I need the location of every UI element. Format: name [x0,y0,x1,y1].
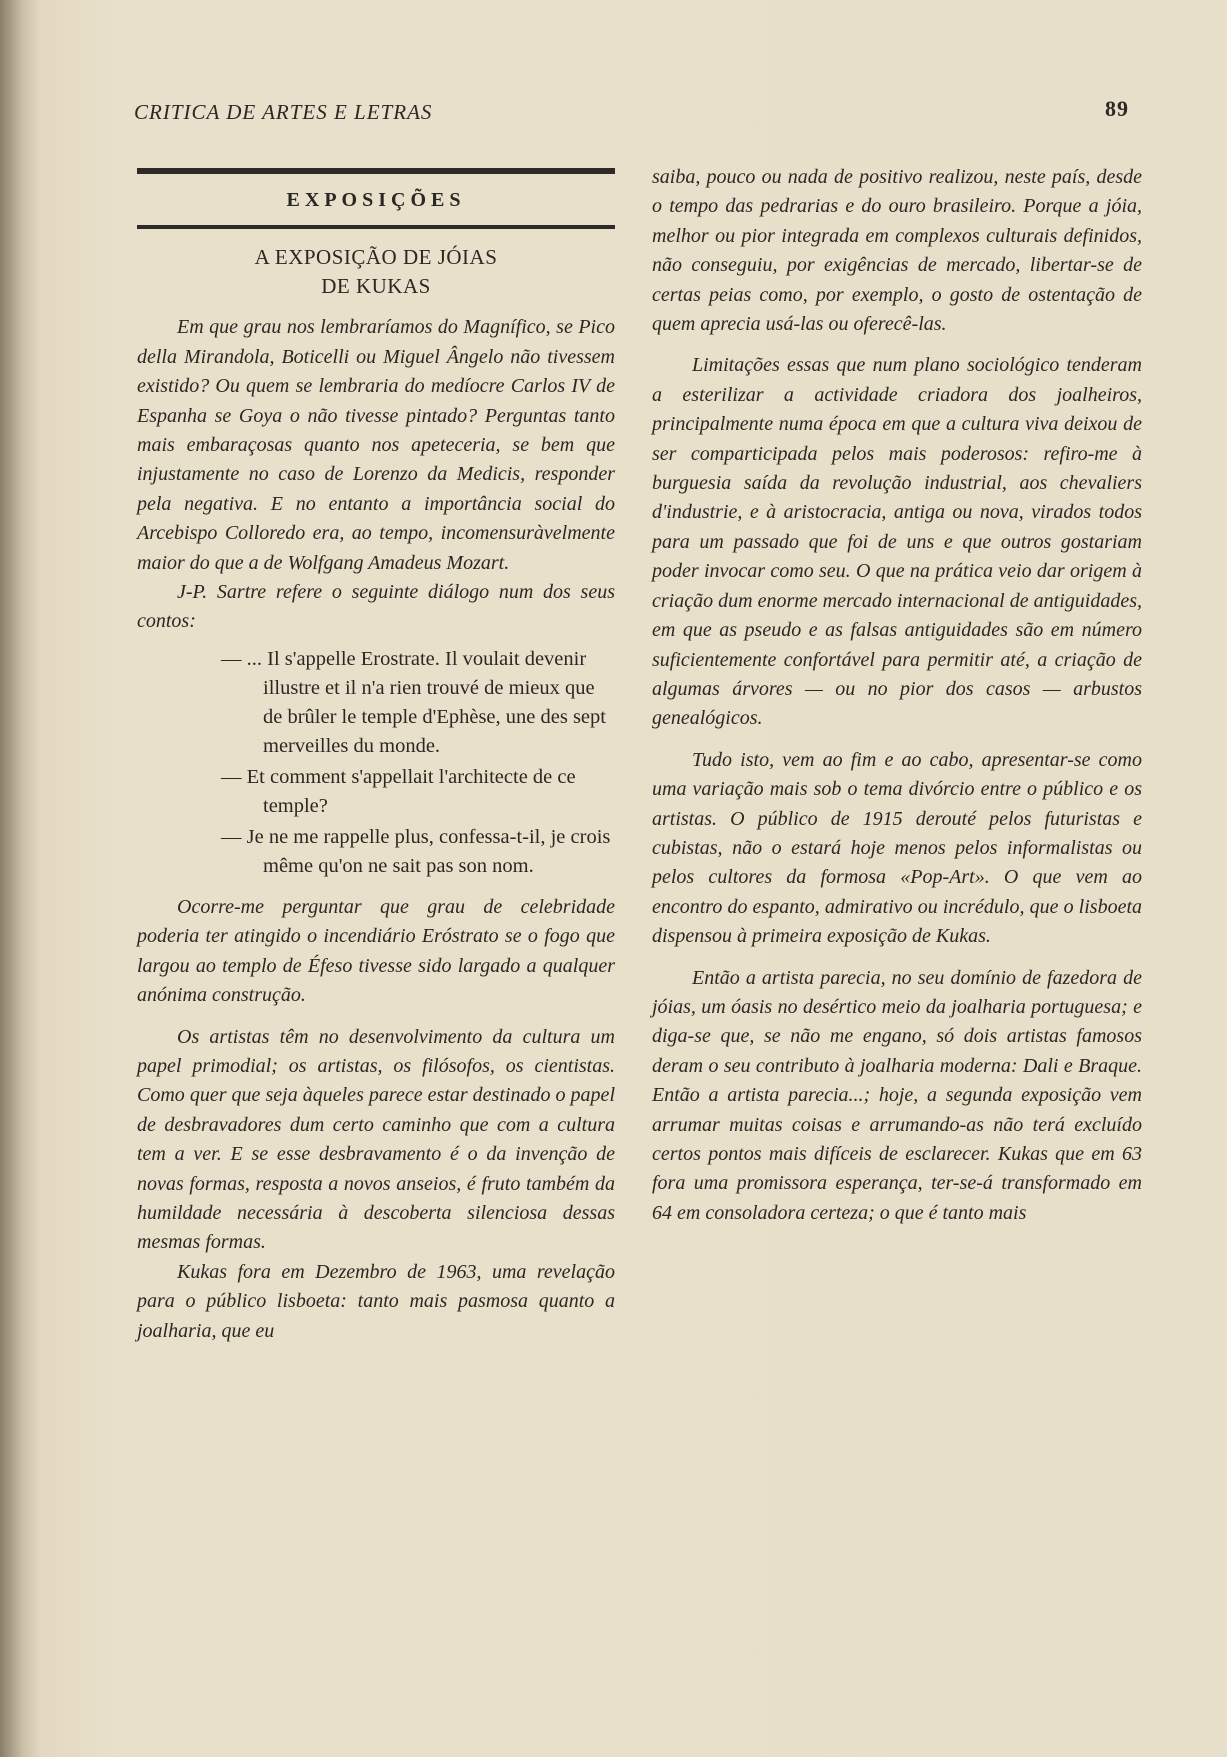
quote-line: — ... Il s'appelle Erostrate. Il voulait devenir illustre et il n'a rien trouvé de mieux que de brûler le temple d'Ephèse, une des sept merveilles du monde. [221,647,606,757]
paragraph: Kukas fora em Dezembro de 1963, uma revelação para o público lisboeta: tanto mais pasmosa quanto a joalharia, que eu [137,1260,615,1342]
section-heading-box [137,168,615,229]
quote-line: — Et comment s'appellait l'architecte de ce temple? [221,765,576,817]
bottom-rule [137,225,615,229]
right-column [652,163,1142,1228]
paragraph: Os artistas têm no desenvolvimento da cultura um papel primodial; os artistas, os filósofos, os cientistas. Como quer que seja àqueles parece estar destinado o papel de desbravadores dum certo caminho que com a cultura tem a ver. E se esse desbravamento é o da invenção de novas formas, resposta a novos anseios, é fruto também da humildade necessária à descoberta silenciosa dessas mesmas formas. [137,1025,615,1254]
article-title-line-2: DE KUKAS [321,274,431,299]
paragraph: Limitações essas que num plano sociológico tenderam a esterilizar a actividade criadora dos joalheiros, principalmente numa época em que a cultura viva deixou de ser comparticipada pelos mais poderosos: refiro-me à burguesia saída da revolução industrial, aos chevaliers d'industrie, e à aristocracia, antiga ou nova, virados todos para um passado que foi de uns e que outros gostariam poder invocar como seu. O que na prática veio dar origem à criação dum enorme mercado internacional de antiguidades, em que as pseudo e as falsas antiguidades são em número suficientemente confortável para permitir até, a criação de algumas árvores — ou no pior dos casos — arbustos genealógicos. [652,354,1142,730]
section-title: EXPOSIÇÕES [286,189,466,211]
paragraph: Então a artista parecia, no seu domínio de fazedora de jóias, um óasis no desértico meio da joalharia portuguesa; e diga-se que, se não me engano, só dois artistas famosos deram o seu contributo à joalharia moderna: Dali e Braque. Então a artista parecia...; hoje, a segunda exposição vem arrumar muitas coisas e arrumando-as não terá excluído certos pontos mais difíceis de esclarecer. Kukas que em 63 fora uma promissora esperança, ter-se-á transformado em 64 em consoladora certeza; o que é tanto mais [652,966,1142,1224]
article-title [137,243,615,301]
sartre-quote [137,645,615,881]
running-title: CRITICA DE ARTES E LETRAS [134,100,433,124]
running-header [134,96,1129,126]
page-number: 89 [1105,96,1129,121]
paragraph: Em que grau nos lembraríamos do Magnífico, se Pico della Mirandola, Boticelli ou Miguel Ângelo não tivessem existido? Ou quem se lembraria do medíocre Carlos IV de Espanha se Goya o não tivesse pintado? Perguntas tanto mais embaraçosas quanto nos apeteceria, se bem que injustamente no caso de Lorenzo da Medicis, responder pela negativa. E no entanto a importância social do Arcebispo Colloredo era, ao tempo, incomensuràvelmente maior do que a de Wolfgang Amadeus Mozart. [137,316,615,574]
article-title-line-1: A EXPOSIÇÃO DE JÓIAS [254,245,498,270]
paragraph: J-P. Sartre refere o seguinte diálogo num dos seus contos: [137,581,615,633]
paragraph: Tudo isto, vem ao fim e ao cabo, apresentar-se como uma variação mais sob o tema divórcio entre o público e os artistas. O público de 1915 derouté pelos futuristas e cubistas, não o estará hoje menos pelos informalistas ou pelos cultores da formosa «Pop-Art». O que vem ao encontro do espanto, admirativo ou incrédulo, que o lisboeta dispensou à primeira exposição de Kukas. [652,748,1142,948]
paragraph: saiba, pouco ou nada de positivo realizou, neste país, desde o tempo das pedrarias e do ouro brasileiro. Porque a jóia, melhor ou pior integrada em complexos culturais definidos, não conseguiu, por exigências de mercado, libertar-se de certas peias como, por exemplo, o gosto de ostentação de quem aprecia usá-las ou oferecê-las. [652,166,1142,336]
paragraph: Ocorre-me perguntar que grau de celebridade poderia ter atingido o incendiário Eróstrato se o fogo que largou ao templo de Éfeso tivesse sido largado a qualquer anónima construção. [137,895,615,1007]
quote-line: — Je ne me rappelle plus, confessa-t-il, je crois même qu'on ne sait pas son nom. [221,825,611,877]
left-column [137,168,615,1346]
